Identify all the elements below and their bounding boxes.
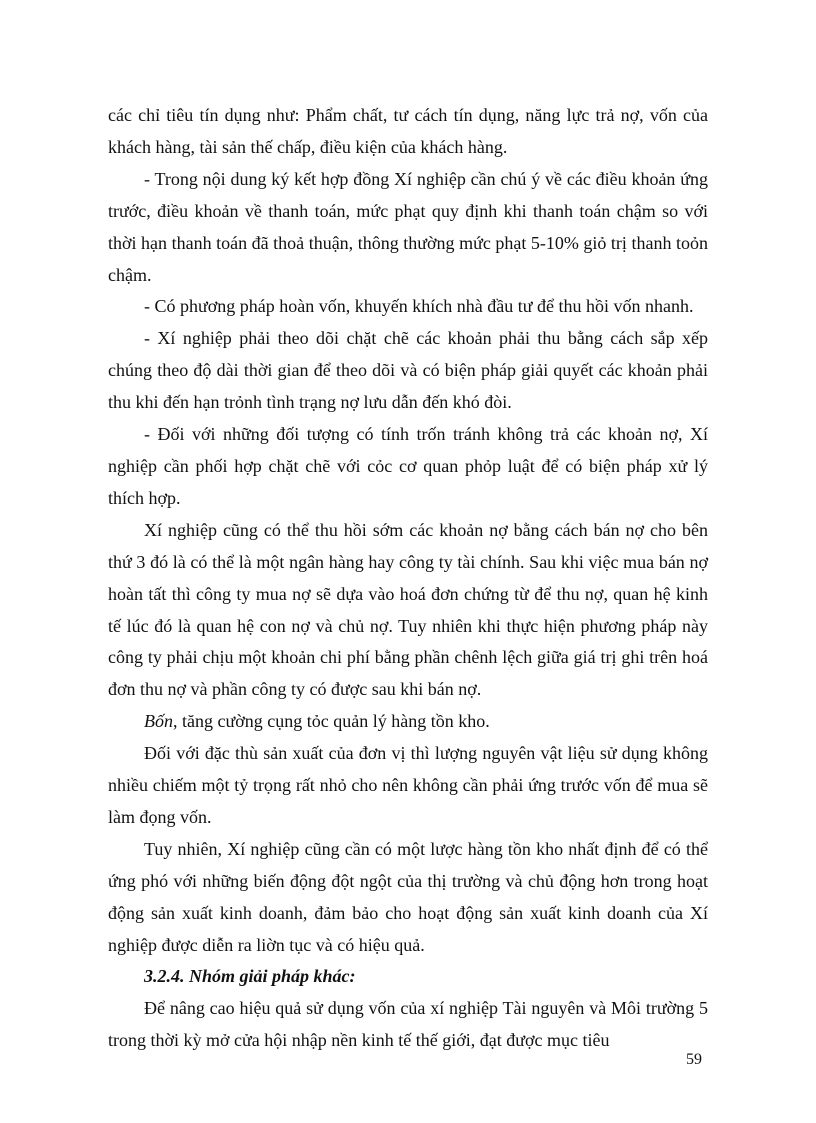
document-page bbox=[108, 100, 708, 1057]
fourth-label: Bốn bbox=[144, 711, 173, 732]
paragraph-credit-criteria: các chỉ tiêu tín dụng như: Phẩm chất, tư cách tín dụng, năng lực trả nợ, vốn của khách hàng, tài sản thế chấp, điều kiện của khách hàng. bbox=[108, 105, 708, 157]
fourth-rest: , tăng cường cụng tỏc quản lý hàng tồn kho. bbox=[173, 711, 490, 732]
paragraph-inventory-reserve: Tuy nhiên, Xí nghiệp cũng cần có một lược hàng tồn kho nhất định để có thể ứng phó với những biến động đột ngột của thị trường và chủ động hơn trong hoạt động sản xuất kinh doanh, đảm bảo cho hoạt động sản xuất kinh doanh của Xí nghiệp được diễn ra liờn tục và có hiệu quả. bbox=[108, 838, 708, 955]
paragraph-receivables-tracking: - Xí nghiệp phải theo dõi chặt chẽ các khoản phải thu bằng cách sắp xếp chúng theo độ dài thời gian để theo dõi và có biện pháp giải quyết các khoản phải thu khi đến hạn trỏnh tình trạng nợ lưu dẫn đến khó đòi. bbox=[108, 328, 708, 413]
paragraph-contract-terms: - Trong nội dung ký kết hợp đồng Xí nghiệp cần chú ý về các điều khoản ứng trước, điều khoản về thanh toán, mức phạt quy định khi thanh toán chậm so với thời hạn thanh toán đã thoả thuận, thông thường mức phạt 5-10% giỏ trị thanh toỏn chậm. bbox=[108, 168, 708, 285]
paragraph-inventory-management bbox=[108, 706, 708, 738]
paragraph-material-characteristics: Đối với đặc thù sản xuất của đơn vị thì lượng nguyên vật liệu sử dụng không nhiều chiếm một tỷ trọng rất nhỏ cho nên không cần phải ứng trước vốn để mua sẽ làm đọng vốn. bbox=[108, 743, 708, 827]
page-number: 59 bbox=[686, 1051, 702, 1068]
section-heading: 3.2.4. Nhóm giải pháp khác: bbox=[144, 966, 356, 987]
paragraph-debt-sale: Xí nghiệp cũng có thể thu hồi sớm các khoản nợ bằng cách bán nợ cho bên thứ 3 đó là có thể là một ngân hàng hay công ty tài chính. Sau khi việc mua bán nợ hoàn tất thì công ty mua nợ sẽ dựa vào hoá đơn chứng từ để thu nợ, quan hệ kinh tế lúc đó là quan hệ con nợ và chủ nợ. Tuy nhiên khi thực hiện phương pháp này công ty phải chịu một khoản chi phí bằng phần chênh lệch giữa giá trị ghi trên hoá đơn thu nợ và phần công ty có được sau khi bán nợ. bbox=[108, 519, 708, 700]
paragraph-debt-avoidance: - Đối với những đối tượng có tính trốn tránh không trả các khoản nợ, Xí nghiệp cần phối hợp chặt chẽ với cỏc cơ quan phỏp luật để có biện pháp xử lý thích hợp. bbox=[108, 424, 708, 508]
paragraph-other-solutions: Để nâng cao hiệu quả sử dụng vốn của xí nghiệp Tài nguyên và Môi trường 5 trong thời kỳ mở cửa hội nhập nền kinh tế thế giới, đạt được mục tiêu bbox=[108, 998, 708, 1051]
paragraph-capital-recovery: - Có phương pháp hoàn vốn, khuyến khích nhà đầu tư để thu hồi vốn nhanh. bbox=[144, 296, 694, 317]
